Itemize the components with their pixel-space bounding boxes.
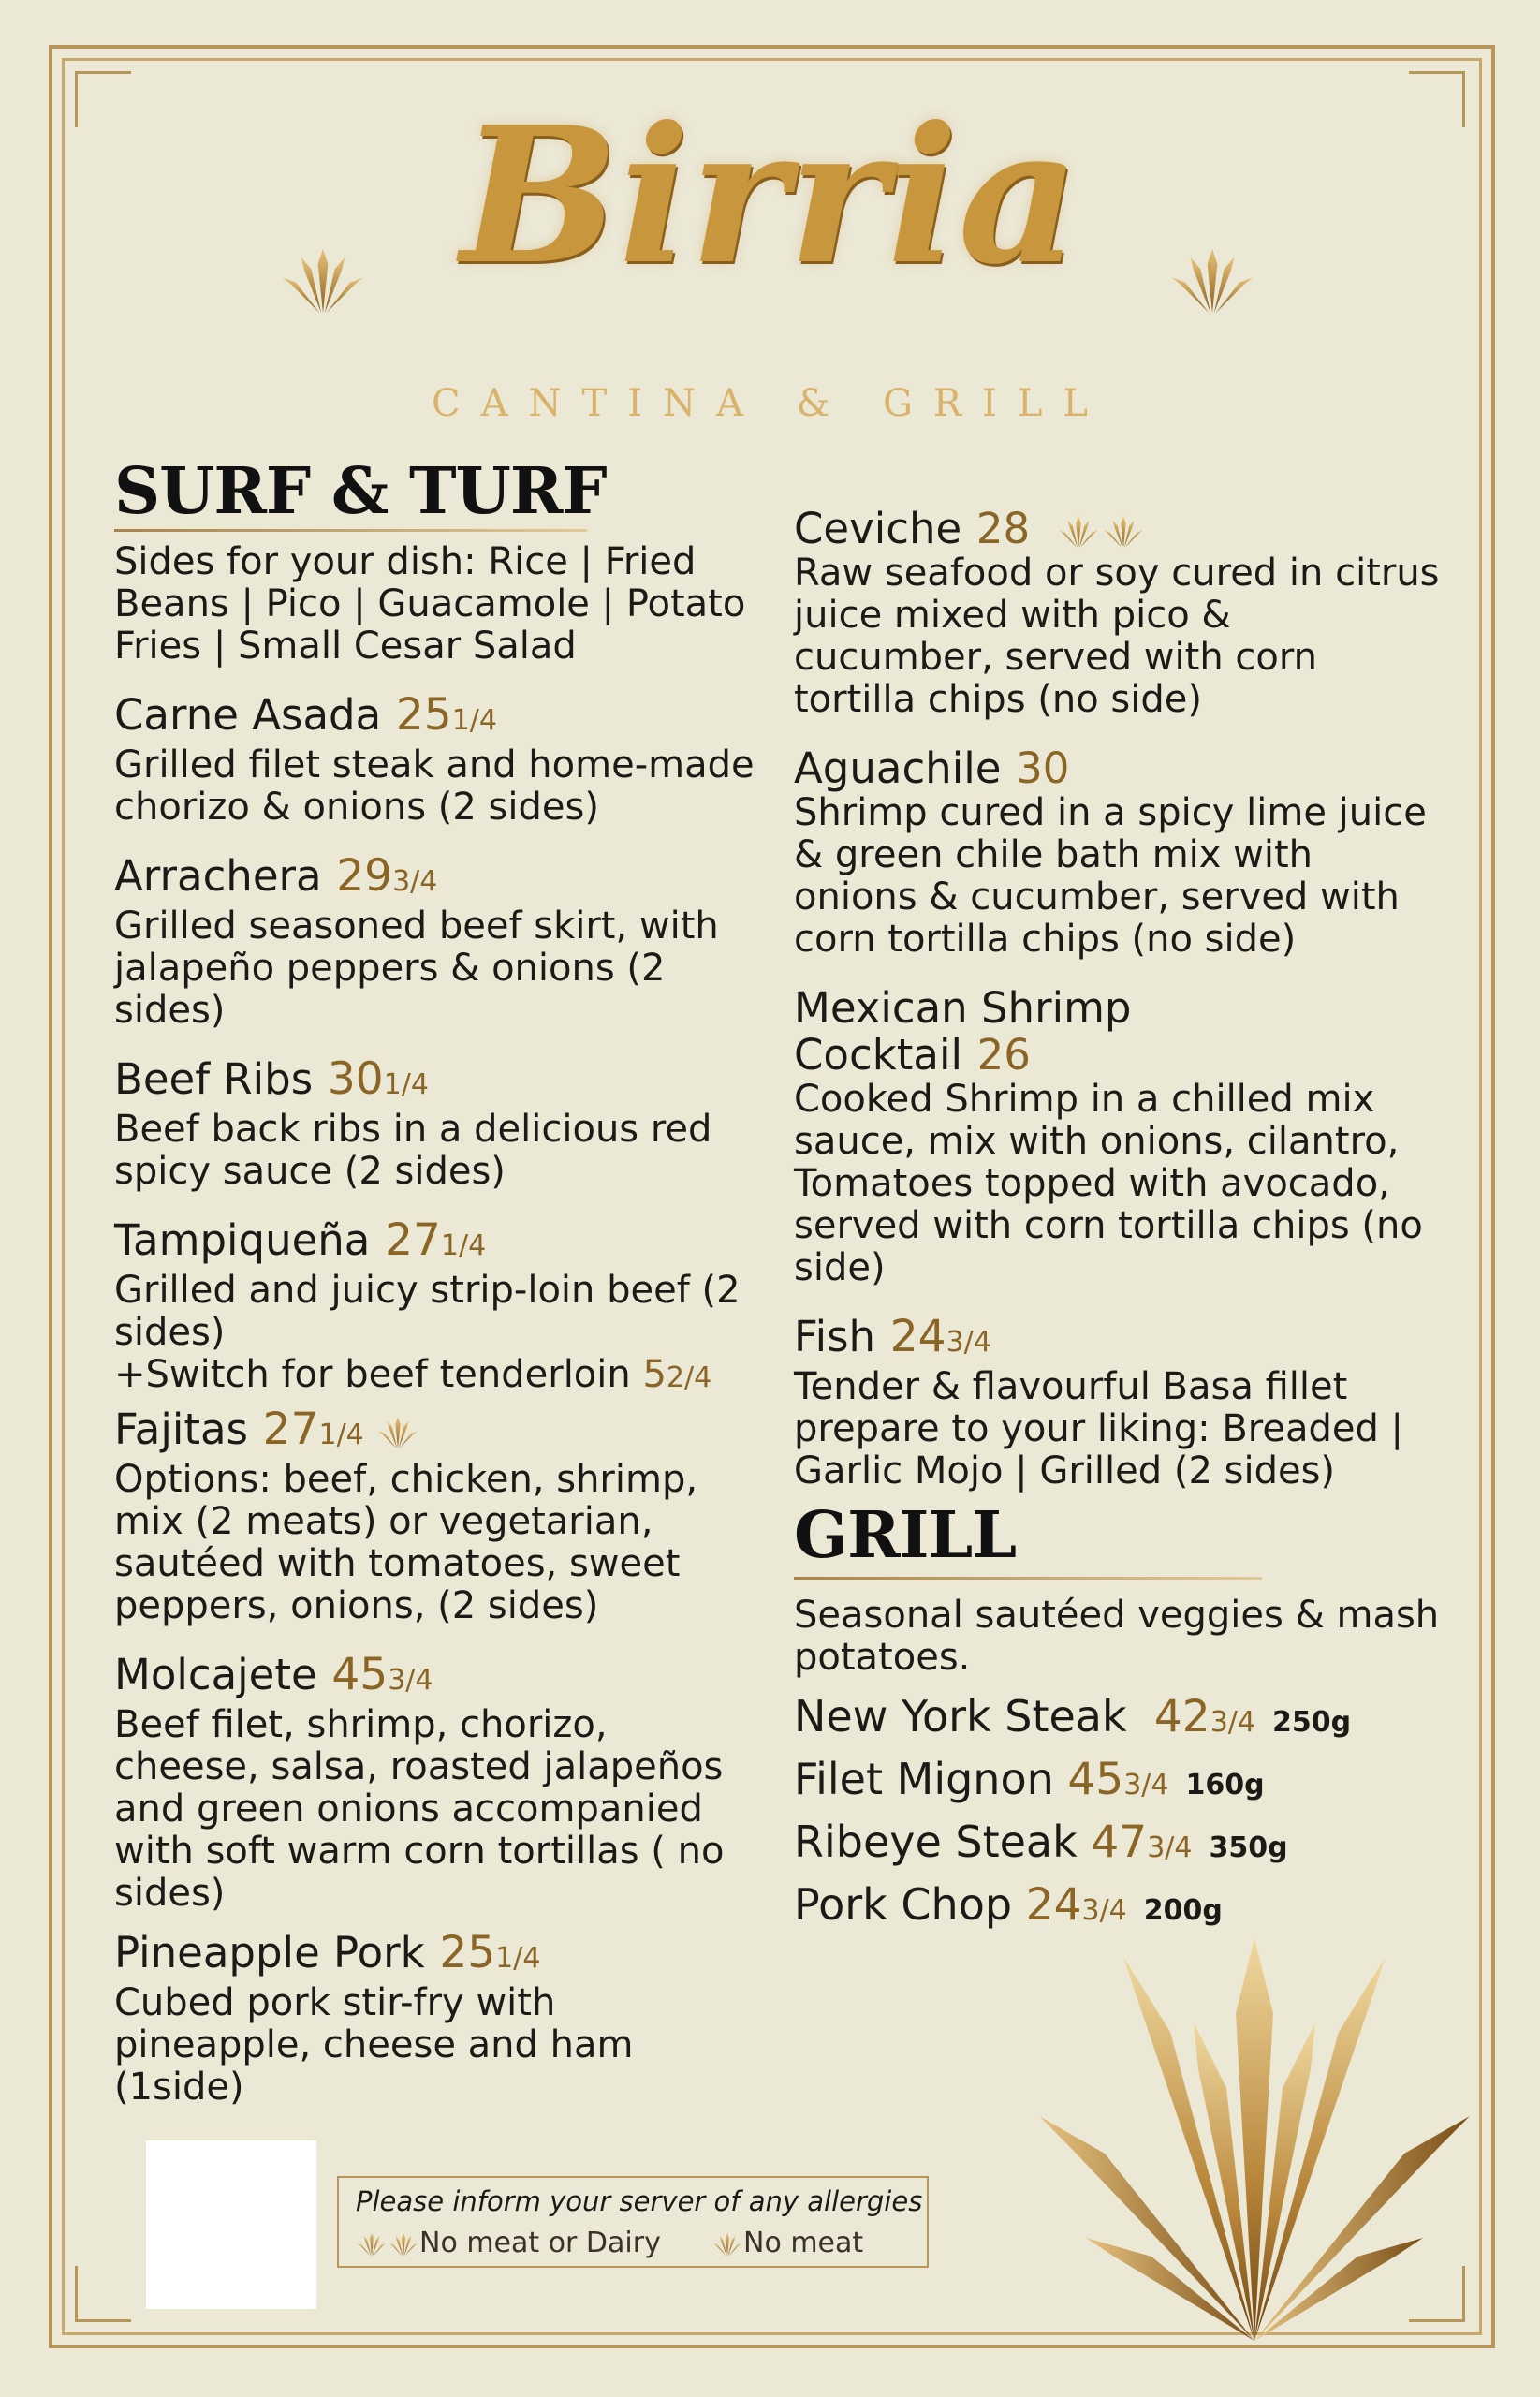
legend-label: No meat or Dairy	[419, 2227, 661, 2259]
item-name: Pork Chop	[794, 1879, 1013, 1930]
legend-vegan	[356, 2227, 661, 2259]
item-price: 30	[1016, 743, 1070, 793]
item-price-fraction: 3/4	[1123, 1769, 1169, 1801]
grill-item	[794, 1751, 1440, 1814]
item-price: 24	[1025, 1879, 1082, 1931]
item-price: 47	[1091, 1816, 1148, 1868]
menu-item	[114, 1406, 760, 1627]
agave-icon	[388, 2232, 419, 2257]
qr-code-placeholder	[146, 2140, 316, 2309]
item-price-fraction: 1/4	[440, 1229, 487, 1262]
item-price-fraction: 3/4	[388, 1664, 433, 1697]
menu-item	[114, 689, 760, 829]
item-price: 45	[331, 1649, 389, 1700]
grill-item	[794, 1814, 1440, 1876]
upgrade-price-fraction: 2/4	[666, 1361, 712, 1394]
item-price: 29	[336, 850, 393, 902]
legend-label: No meat	[743, 2227, 864, 2259]
agave-icon	[1103, 514, 1144, 550]
item-price-fraction: 3/4	[1147, 1831, 1193, 1864]
item-price: 45	[1067, 1754, 1124, 1805]
item-price-fraction: 1/4	[383, 1068, 429, 1101]
item-description: Cubed pork stir-fry with pineapple, cheese and ham (1side)	[114, 1981, 634, 2109]
grill-section	[794, 1498, 1440, 1939]
upgrade-price: 5	[642, 1353, 667, 1396]
item-price: 27	[262, 1404, 319, 1455]
section-divider	[794, 1577, 1262, 1580]
item-name: New York Steak	[794, 1691, 1127, 1742]
item-price: 25	[439, 1927, 496, 1978]
agave-plant-illustration	[1030, 1901, 1479, 2369]
corner-ornament	[75, 71, 131, 127]
item-price-fraction: 1/4	[451, 704, 497, 737]
corner-ornament	[1409, 71, 1465, 127]
corner-ornament	[75, 2266, 131, 2322]
item-name: Molcajete	[114, 1650, 317, 1699]
item-name: Ribeye Steak	[794, 1816, 1078, 1867]
item-price-fraction: 1/4	[318, 1419, 364, 1451]
item-price-fraction: 3/4	[392, 865, 438, 898]
item-name: Mexican Shrimp Cocktail	[794, 983, 1132, 1080]
item-weight: 250g	[1271, 1706, 1352, 1739]
item-name: Carne Asada	[114, 690, 382, 740]
item-price: 42	[1153, 1691, 1210, 1743]
menu-item	[114, 1053, 760, 1193]
item-name: Tampiqueña	[114, 1215, 371, 1265]
item-weight: 350g	[1209, 1831, 1288, 1864]
item-upgrade	[114, 1354, 760, 1399]
allergy-text: Please inform your server of any allergies	[356, 2185, 923, 2217]
brand-tagline: CANTINA & GRILL	[432, 382, 1108, 425]
item-name: Beef Ribs	[114, 1054, 314, 1104]
section-title: GRILL	[794, 1498, 1017, 1573]
grill-item	[794, 1688, 1440, 1751]
section-divider	[114, 529, 587, 532]
item-description: Beef back ribs in a delicious red spicy sauce (2 sides)	[114, 1108, 712, 1193]
item-name: Arrachera	[114, 851, 322, 901]
upgrade-text: +Switch for beef tenderloin	[114, 1353, 643, 1396]
item-description: Cooked Shrimp in a chilled mix sauce, mix with onions, cilantro, Tomatoes topped with avocado, served with corn tortilla chips (no side)	[794, 1078, 1423, 1289]
item-description: Raw seafood or soy cured in citrus juice mixed with pico & cucumber, served with corn tortilla chips (no side)	[794, 551, 1440, 721]
agave-icon	[1170, 239, 1254, 323]
item-description: Beef filet, shrimp, chorizo, cheese, salsa, roasted jalapeños and green onions accompanied with soft warm corn tortillas ( no sides)	[114, 1703, 725, 1915]
item-price: 24	[889, 1311, 946, 1362]
item-description: Grilled and juicy strip-loin beef (2 sides)	[114, 1269, 741, 1354]
menu-item	[114, 850, 760, 1032]
item-price: 25	[395, 689, 452, 741]
item-name: Aguachile	[794, 743, 1002, 793]
seafood-grill-column	[794, 506, 1440, 1939]
agave-icon	[377, 1415, 418, 1450]
item-price: 28	[975, 504, 1031, 553]
menu-item	[794, 985, 1440, 1289]
item-description: Tender & flavourful Basa fillet prepare to your liking: Breaded | Garlic Mojo | Grilled (2 sides)	[794, 1365, 1404, 1493]
agave-icon	[281, 239, 365, 323]
menu-item	[794, 506, 1440, 721]
item-name: Filet Mignon	[794, 1754, 1054, 1804]
item-weight: 160g	[1185, 1769, 1265, 1801]
item-price: 27	[385, 1214, 441, 1266]
item-name: Ceviche	[794, 504, 962, 553]
agave-icon	[1058, 514, 1099, 550]
item-name: Fajitas	[114, 1404, 248, 1454]
item-description: Grilled seasoned beef skirt, with jalapeño peppers & onions (2 sides)	[114, 904, 719, 1032]
item-price-fraction: 3/4	[1210, 1706, 1255, 1739]
menu-item	[114, 1649, 760, 1915]
legend-vegetarian	[711, 2227, 863, 2259]
menu-item	[114, 1214, 760, 1399]
menu-item	[794, 745, 1440, 961]
item-price: 30	[327, 1053, 384, 1105]
item-description: Options: beef, chicken, shrimp, mix (2 meats) or vegetarian, sautéed with tomatoes, sweet peppers, onions, (2 sides)	[114, 1458, 698, 1627]
sides-intro: Sides for your dish: Rice | Fried Beans | Pico | Guacamole | Potato Fries | Small Cesar Salad	[114, 540, 746, 668]
item-name: Fish	[794, 1312, 876, 1361]
section-title: SURF & TURF	[114, 454, 607, 529]
agave-icon	[356, 2232, 388, 2257]
menu-item	[114, 1927, 760, 2109]
allergy-notice	[337, 2176, 929, 2268]
item-price: 26	[976, 1030, 1031, 1080]
item-price-fraction: 3/4	[1081, 1894, 1127, 1927]
item-price-fraction: 1/4	[495, 1942, 541, 1975]
item-description: Grilled filet steak and home-made chorizo & onions (2 sides)	[114, 743, 755, 829]
brand-logo: Birria	[460, 86, 1080, 306]
menu-item	[794, 1311, 1440, 1493]
agave-icon	[711, 2232, 743, 2257]
item-weight: 200g	[1143, 1894, 1223, 1927]
grill-intro: Seasonal sautéed veggies & mash potatoes.	[794, 1594, 1440, 1679]
surf-turf-section	[114, 454, 760, 2109]
item-description: Shrimp cured in a spicy lime juice & green chile bath mix with onions & cucumber, served with corn tortilla chips (no side)	[794, 791, 1427, 961]
item-price-fraction: 3/4	[946, 1326, 991, 1359]
item-name: Pineapple Pork	[114, 1928, 425, 1978]
